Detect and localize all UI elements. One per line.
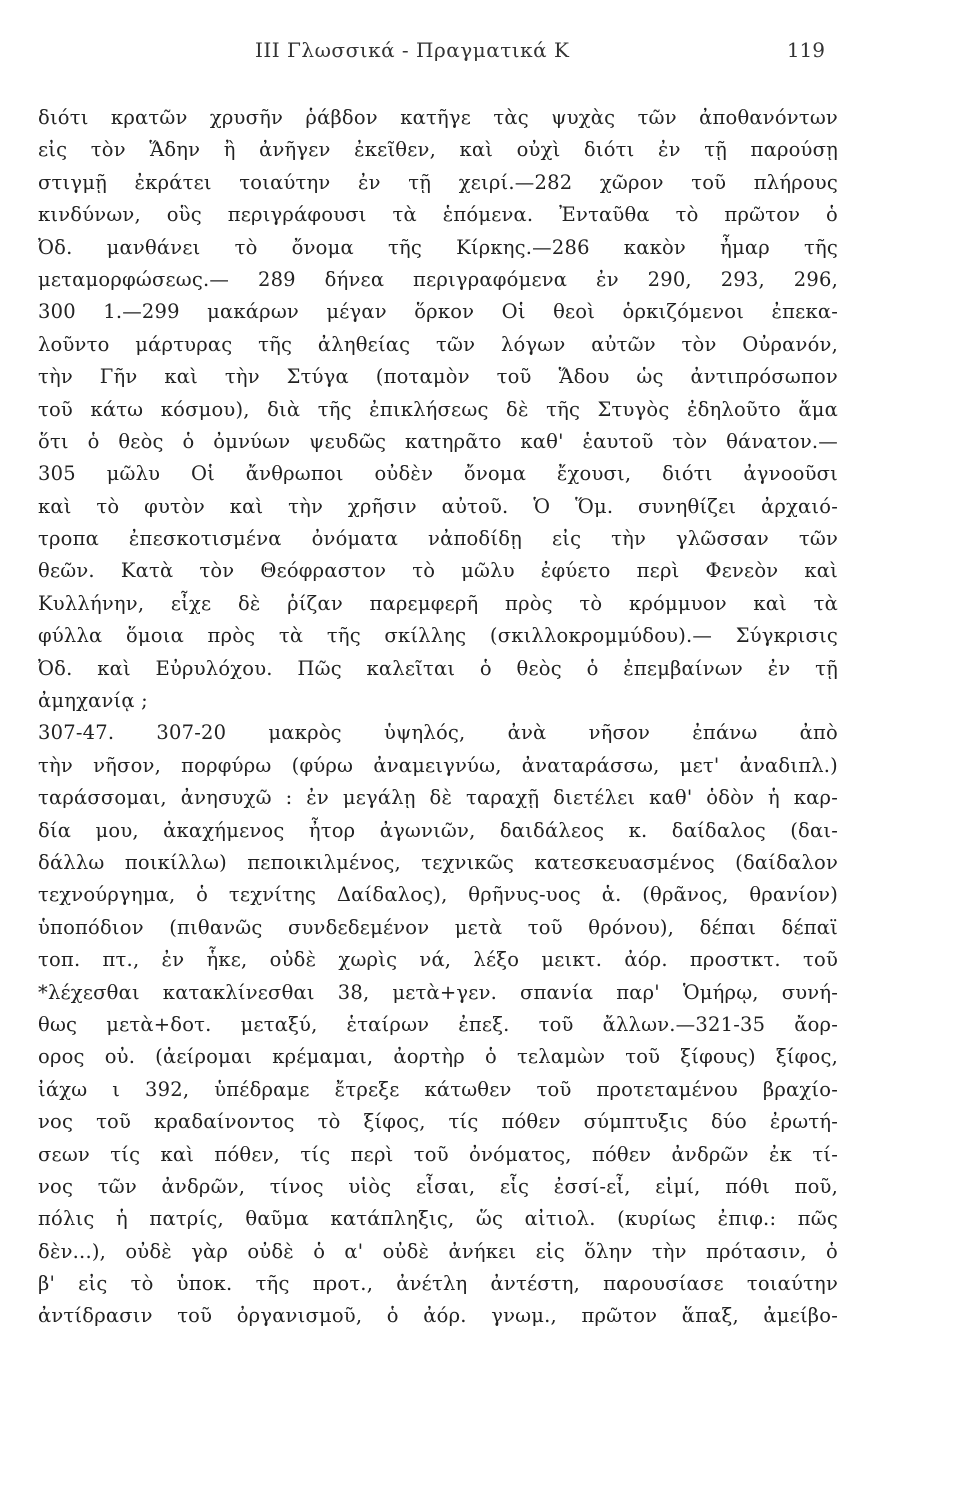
text-line: νος τοῦ κραδαίνοντος τὸ ξίφος, τίς πόθεν σύμπτυξις δύο ἐρωτή-	[38, 1110, 838, 1134]
text-line: στιγμῇ ἐκράτει τοιαύτην ἐν τῇ χειρί.—282 χῶρον τοῦ πλήρους	[38, 170, 838, 194]
text-line: κινδύνων, οὓς περιγράφουσι τὰ ἑπόμενα. Ἐνταῦθα τὸ πρῶτον ὁ	[38, 203, 838, 227]
page-number: 119	[786, 38, 825, 62]
text-line: φύλλα ὅμοια πρὸς τὰ τῆς σκίλλης (σκιλλοκρομμύδου).— Σύγκρισις	[38, 624, 838, 648]
text-line: δὲν...), οὐδὲ γὰρ οὐδὲ ὁ α' οὐδὲ ἀνήκει εἰς ὅλην τὴν πρότασιν, ὁ	[38, 1239, 838, 1263]
running-title: III Γλωσσικά - Πραγματικά Κ	[255, 38, 570, 62]
text-line: τὴν Γῆν καὶ τὴν Στύγα (ποταμὸν τοῦ Ἅδου ὡς ἀντιπρόσωπον	[38, 365, 838, 389]
text-line: θεῶν. Κατὰ τὸν Θεόφραστον τὸ μῶλυ ἐφύετο περὶ Φενεὸν καὶ	[38, 559, 838, 583]
text-line: Ὀδ. καὶ Εὐρυλόχου. Πῶς καλεῖται ὁ θεὸς ὁ ἐπεμβαίνων ἐν τῇ	[38, 656, 838, 680]
text-line: λοῦντο μάρτυρας τῆς ἀληθείας τῶν λόγων αὐτῶν τὸν Οὐρανόν,	[38, 332, 838, 356]
text-line: νος τῶν ἀνδρῶν, τίνος υἱὸς εἶσαι, εἷς ἐσσί-εἶ, εἰμί, πόθι ποῦ,	[38, 1174, 838, 1198]
text-line: πόλις ἡ πατρίς, θαῦμα κατάπληξις, ὥς αἰτιολ. (κυρίως ἐπιφ.: πῶς	[38, 1207, 838, 1231]
text-line: θως μετὰ+δοτ. μεταξύ, ἑταίρων ἐπεξ. τοῦ ἄλλων.—321-35 ἄορ-	[38, 1012, 838, 1036]
text-line: διότι κρατῶν χρυσῆν ῥάβδον κατῆγε τὰς ψυχὰς τῶν ἀποθανόντων	[38, 106, 838, 129]
text-line: 300 1.—299 μακάρων μέγαν ὅρκον Οἱ θεοὶ ὁρκιζόμενοι ἐπεκα-	[38, 300, 838, 324]
text-line: ἀντίδρασιν τοῦ ὀργανισμοῦ, ὁ ἀόρ. γνωμ., πρῶτον ἅπαξ, ἀμείβο-	[38, 1304, 838, 1328]
text-line: εἰς τὸν Ἅδην ἢ ἀνῆγεν ἐκεῖθεν, καὶ οὐχὶ διότι ἐν τῇ παρούσῃ	[38, 138, 838, 162]
text-line: 307-47. 307-20 μακρὸς ὑψηλός, ἀνὰ νῆσον ἐπάνω ἀπὸ	[38, 721, 838, 745]
text-line: δία μου, ἀκαχήμενος ἦτορ ἀγωνιῶν, δαιδάλεος κ. δαίδαλος (δαι-	[38, 818, 838, 842]
text-line: Ὀδ. μανθάνει τὸ ὄνομα τῆς Κίρκης.—286 κακὸν ἦμαρ τῆς	[38, 235, 838, 259]
text-line: τεχνούργημα, ὁ τεχνίτης Δαίδαλος), θρῆνυς-υος ἁ. (θρᾶνος, θρανίον)	[38, 883, 838, 907]
text-line: ταράσσομαι, ἀνησυχῶ : ἐν μεγάλῃ δὲ ταραχῇ διετέλει καθ' ὁδὸν ἡ καρ-	[38, 786, 838, 810]
text-line: *λέχεσθαι κατακλίνεσθαι 38, μετὰ+γεν. σπανία παρ' Ὁμήρῳ, συνή-	[38, 980, 838, 1004]
text-line: δάλλω ποικίλλω) πεποικιλμένος, τεχνικῶς κατεσκευασμένος (δαίδαλον	[38, 850, 838, 874]
text-line: τοπ. πτ., ἐν ἧκε, οὐδὲ χωρὶς νά, λέξο μεικτ. ἀόρ. προστκτ. τοῦ	[38, 948, 838, 972]
text-line: ὅτι ὁ θεὸς ὁ ὀμνύων ψευδῶς κατηρᾶτο καθ' ἑαυτοῦ τὸν θάνατον.—	[38, 429, 838, 453]
text-line: καὶ τὸ φυτὸν καὶ τὴν χρῆσιν αὐτοῦ. Ὁ Ὅμ. συνηθίζει ἀρχαιό-	[38, 494, 838, 518]
commentary-text	[38, 102, 838, 1333]
text-line: ἀμηχανίᾳ ;	[38, 689, 148, 713]
text-line: ὑποπόδιον (πιθανῶς συνδεδεμένον μετὰ τοῦ θρόνου), δέπαι δέπαϊ	[38, 915, 838, 939]
text-line: τροπα ἐπεσκοτισμένα ὀνόματα νἀποδίδῃ εἰς τὴν γλῶσσαν τῶν	[38, 527, 838, 551]
text-line: Κυλλήνην, εἶχε δὲ ῥίζαν παρεμφερῆ πρὸς τὸ κρόμμυον καὶ τὰ	[38, 591, 838, 615]
text-line: τοῦ κάτω κόσμου), διὰ τῆς ἐπικλήσεως δὲ τῆς Στυγὸς ἐδηλοῦτο ἅμα	[38, 397, 838, 421]
text-line: τὴν νῆσον, πορφύρω (φύρω ἀναμειγνύω, ἀναταράσσω, μετ' ἀναδιπλ.)	[38, 753, 838, 777]
text-line: σεων τίς καὶ πόθεν, τίς περὶ τοῦ ὀνόματος, πόθεν ἀνδρῶν ἐκ τί-	[38, 1142, 838, 1166]
text-line: μεταμορφώσεως.— 289 δήνεα περιγραφόμενα ἐν 290, 293, 296,	[38, 267, 838, 291]
text-line: 305 μῶλυ Οἱ ἄνθρωποι οὐδὲν ὄνομα ἔχουσι, διότι ἀγνοοῦσι	[38, 462, 838, 486]
page-header	[0, 38, 955, 68]
text-line: ἰάχω ι 392, ὑπέδραμε ἔτρεξε κάτωθεν τοῦ προτεταμένου βραχίο-	[38, 1077, 838, 1101]
text-line: ορος οὐ. (ἀείρομαι κρέμαμαι, ἀορτὴρ ὁ τελαμὼν τοῦ ξίφους) ξίφος,	[38, 1045, 838, 1069]
text-line: β' εἰς τὸ ὑποκ. τῆς προτ., ἀνέτλη ἀντέστη, παρουσίασε τοιαύτην	[38, 1272, 838, 1296]
